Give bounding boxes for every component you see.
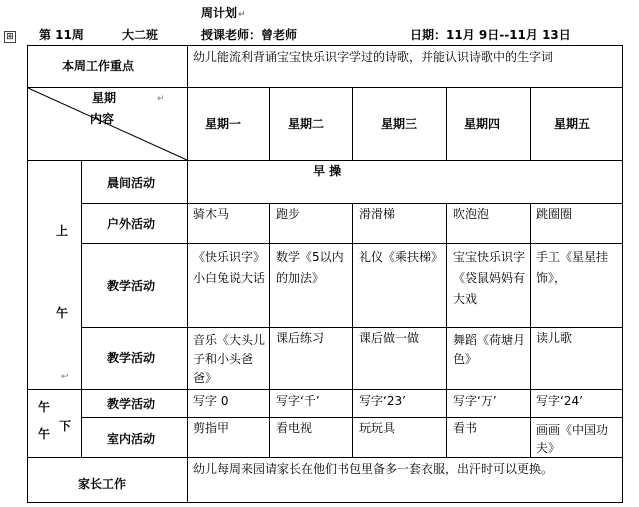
cell-indoor-fri: 画画《中国功夫》 bbox=[536, 423, 609, 455]
cell-teach1-mon: 《快乐识字》小白兔说大话 bbox=[193, 250, 266, 285]
row-label-teach-2: 教学活动 bbox=[107, 351, 156, 365]
cell-teach2-wed: 课后做一做 bbox=[359, 331, 420, 345]
cell-teach3-fri: 写字‘24’ bbox=[536, 394, 583, 408]
day-header-4: 星期四 bbox=[464, 117, 501, 131]
day-header-1: 星期一 bbox=[205, 117, 242, 131]
section-afternoon-2b: 午 bbox=[38, 427, 51, 441]
paragraph-mark: ↵ bbox=[157, 94, 165, 104]
focus-label: 本周工作重点 bbox=[62, 59, 135, 73]
return-mark: ↩ bbox=[61, 372, 69, 382]
cell-teach2-fri: 读儿歌 bbox=[536, 331, 573, 345]
cell-outdoor-thu: 吹泡泡 bbox=[453, 207, 490, 221]
row-label-teach-1: 教学活动 bbox=[107, 279, 156, 293]
day-header-5: 星期五 bbox=[554, 117, 591, 131]
parent-work-text: 幼儿每周来园请家长在他们书包里备多一套衣服，出汗时可以更换。 bbox=[193, 462, 554, 476]
cell-teach2-mon: 音乐《大头儿子和小头爸爸》 bbox=[193, 333, 266, 385]
corner-weekday-label: 星期 bbox=[92, 91, 117, 105]
section-afternoon-1: 下 bbox=[59, 419, 72, 433]
cell-teach3-thu: 写字‘万’ bbox=[453, 394, 497, 408]
cell-teach1-fri: 手工《星星挂饰》， bbox=[536, 250, 609, 285]
row-label-outdoor: 户外活动 bbox=[107, 217, 156, 231]
cell-teach2-tue: 课后练习 bbox=[276, 331, 325, 345]
cell-teach3-tue: 写字‘千’ bbox=[276, 394, 320, 408]
day-header-3: 星期三 bbox=[381, 117, 418, 131]
row-label-morning: 晨间活动 bbox=[107, 176, 156, 190]
cell-indoor-mon: 剪指甲 bbox=[193, 421, 230, 435]
row-label-indoor: 室内活动 bbox=[107, 432, 156, 446]
cell-outdoor-mon: 骑木马 bbox=[193, 207, 230, 221]
cell-outdoor-tue: 跑步 bbox=[276, 207, 301, 221]
class-name: 大二班 bbox=[122, 28, 159, 42]
cell-teach1-wed: 礼仪《乘扶梯》 bbox=[359, 250, 444, 264]
date-range: 日期：11月 9日--11月 13日 bbox=[410, 28, 571, 42]
week-number: 第 11周 bbox=[39, 28, 84, 42]
section-morning-2: 午 bbox=[56, 306, 69, 320]
cell-indoor-wed: 玩玩具 bbox=[359, 421, 396, 435]
section-afternoon-2a: 午 bbox=[38, 400, 51, 414]
cell-indoor-thu: 看书 bbox=[453, 421, 478, 435]
cell-teach3-mon: 写字 0 bbox=[193, 394, 229, 408]
page-title: 周计划↵ bbox=[201, 6, 246, 20]
day-header-2: 星期二 bbox=[288, 117, 325, 131]
morning-exercise-cell: 早 操 bbox=[313, 164, 342, 178]
row-label-teach-3: 教学活动 bbox=[107, 397, 156, 411]
cell-teach1-thu: 宝宝快乐识字《袋鼠妈妈有大戏 bbox=[453, 250, 526, 306]
cell-teach3-wed: 写字‘23’ bbox=[359, 394, 406, 408]
cell-outdoor-fri: 跳圈圈 bbox=[536, 207, 573, 221]
cell-teach2-thu: 舞蹈《荷塘月色》 bbox=[453, 333, 526, 366]
cell-teach1-tue: 数学《5以内的加法》 bbox=[276, 250, 344, 285]
teacher-name: 授课老师：曾老师 bbox=[201, 28, 298, 42]
parent-work-label: 家长工作 bbox=[78, 477, 127, 491]
section-morning-1: 上 bbox=[56, 224, 69, 238]
cell-indoor-tue: 看电视 bbox=[276, 421, 313, 435]
corner-content-label: 内容 bbox=[90, 112, 115, 126]
table-anchor-icon[interactable]: ⊞ bbox=[4, 31, 16, 43]
cell-outdoor-wed: 滑滑梯 bbox=[359, 207, 396, 221]
focus-text: 幼儿能流利背诵宝宝快乐识字学过的诗歌，并能认识诗歌中的生字词 bbox=[193, 50, 554, 64]
